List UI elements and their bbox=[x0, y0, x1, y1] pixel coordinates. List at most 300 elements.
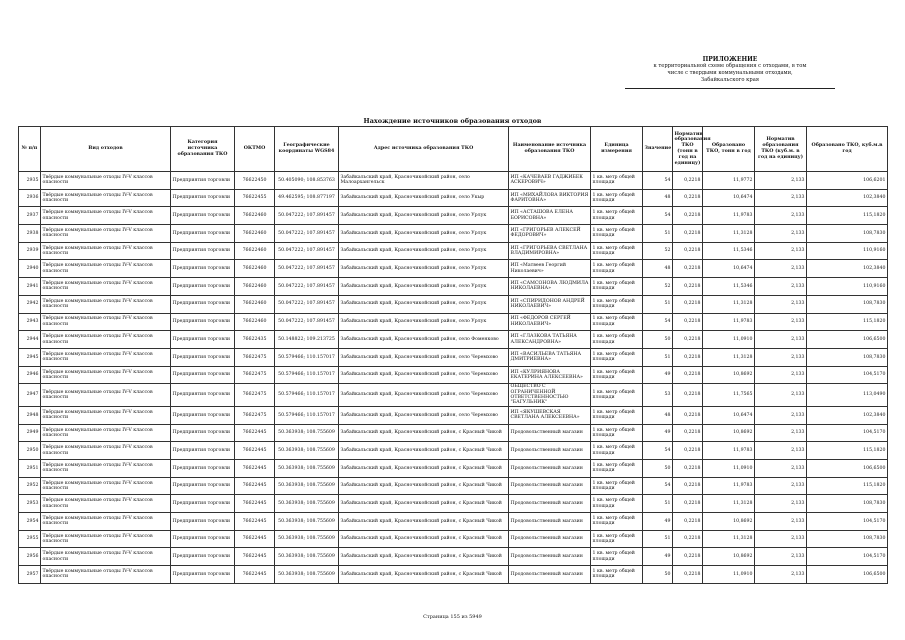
table-row bbox=[19, 242, 888, 260]
table-cell: 0,2218 bbox=[673, 225, 703, 243]
table-cell: Предприятия торговли bbox=[171, 242, 235, 260]
table-cell: Забайкальский край, Красночикойский район, село Урлук bbox=[339, 295, 509, 313]
table-cell: Продовольственный магазин bbox=[509, 530, 591, 548]
table-cell: 2,133 bbox=[755, 495, 807, 513]
table-row bbox=[19, 366, 888, 384]
appendix-block bbox=[625, 56, 835, 89]
table-cell: 2947 bbox=[19, 384, 41, 407]
table-cell: 76622460 bbox=[235, 313, 275, 331]
table-cell: ИП «ГРИГОРЬЕВА СВЕТЛАНА ВЛАДИМИРОВНА» bbox=[509, 242, 591, 260]
table-cell: 108,7830 bbox=[807, 295, 888, 313]
table-cell: Продовольственный магазин bbox=[509, 424, 591, 442]
table-cell: ИП «Матвеев Георгий Николаевич» bbox=[509, 260, 591, 278]
table-cell: 0,2218 bbox=[673, 530, 703, 548]
table-cell: Забайкальский край, Красночикойский район, с Красный Чикой bbox=[339, 513, 509, 531]
table-cell: Твёрдые коммунальные отходы IV-V классов опасности bbox=[41, 172, 171, 190]
table-cell: 76622460 bbox=[235, 207, 275, 225]
table-cell: 11,5346 bbox=[703, 242, 755, 260]
table-cell: Твёрдые коммунальные отходы IV-V классов опасности bbox=[41, 189, 171, 207]
table-cell: 1 кв. метр общей площади bbox=[591, 189, 643, 207]
table-cell: 2950 bbox=[19, 442, 41, 460]
table-cell: 48 bbox=[643, 189, 673, 207]
table-cell: 2,133 bbox=[755, 513, 807, 531]
table-cell: 0,2218 bbox=[673, 278, 703, 296]
table-cell: Забайкальский край, Красночикойский район, с Красный Чикой bbox=[339, 424, 509, 442]
table-cell: Предприятия торговли bbox=[171, 495, 235, 513]
table-cell: 108,7830 bbox=[807, 495, 888, 513]
table-cell: 106,6500 bbox=[807, 459, 888, 477]
table-cell: 11,9783 bbox=[703, 207, 755, 225]
table-row bbox=[19, 313, 888, 331]
table-cell: 108,7830 bbox=[807, 225, 888, 243]
table-cell: 50.579466; 110.157017 bbox=[275, 348, 339, 366]
table-cell: 1 кв. метр общей площади bbox=[591, 513, 643, 531]
table-cell: Твёрдые коммунальные отходы IV-V классов опасности bbox=[41, 513, 171, 531]
table-cell: Твёрдые коммунальные отходы IV-V классов опасности bbox=[41, 424, 171, 442]
table-cell: 2942 bbox=[19, 295, 41, 313]
table-cell: 76622445 bbox=[235, 513, 275, 531]
table-cell: Продовольственный магазин bbox=[509, 566, 591, 584]
table-cell: Предприятия торговли bbox=[171, 442, 235, 460]
table-cell: 113,0490 bbox=[807, 384, 888, 407]
table-cell: 0,2218 bbox=[673, 477, 703, 495]
table-cell: Забайкальский край, Красночикойский район, село Урлук bbox=[339, 225, 509, 243]
table-cell: 1 кв. метр общей площади bbox=[591, 278, 643, 296]
table-cell: 76622475 bbox=[235, 348, 275, 366]
table-cell: 0,2218 bbox=[673, 242, 703, 260]
table-cell: Твёрдые коммунальные отходы IV-V классов опасности bbox=[41, 566, 171, 584]
table-cell: Предприятия торговли bbox=[171, 172, 235, 190]
table-cell: 1 кв. метр общей площади bbox=[591, 207, 643, 225]
table-row bbox=[19, 406, 888, 424]
table-cell: 0,2218 bbox=[673, 207, 703, 225]
table-cell: Твёрдые коммунальные отходы IV-V классов опасности bbox=[41, 207, 171, 225]
table-cell: 50.363938; 108.755609 bbox=[275, 513, 339, 531]
table-cell: 11,5346 bbox=[703, 278, 755, 296]
table-cell: 106,6201 bbox=[807, 172, 888, 190]
table-cell: 2941 bbox=[19, 278, 41, 296]
table-cell: 50.047222; 107.891457 bbox=[275, 278, 339, 296]
table-cell: 50.405090; 108.853763 bbox=[275, 172, 339, 190]
table-cell: 49 bbox=[643, 548, 673, 566]
table-cell: 2,133 bbox=[755, 348, 807, 366]
table-cell: 2,133 bbox=[755, 530, 807, 548]
table-cell: 2957 bbox=[19, 566, 41, 584]
table-cell: Предприятия торговли bbox=[171, 278, 235, 296]
table-cell: Предприятия торговли bbox=[171, 406, 235, 424]
table-cell: 10,6474 bbox=[703, 260, 755, 278]
table-cell: 0,2218 bbox=[673, 566, 703, 584]
table-row bbox=[19, 442, 888, 460]
table-cell: 54 bbox=[643, 442, 673, 460]
table-cell: 50.363938; 108.755609 bbox=[275, 530, 339, 548]
table-cell: 1 кв. метр общей площади bbox=[591, 313, 643, 331]
table-cell: 108,7830 bbox=[807, 348, 888, 366]
table-cell: 2,133 bbox=[755, 366, 807, 384]
table-cell: ИП «ВАСИЛЬЕВА ТАТЬЯНА ДМИТРИЕВНА» bbox=[509, 348, 591, 366]
table-cell: ОБЩЕСТВО С ОГРАНИЧЕННОЙ ОТВЕТСТВЕННОСТЬЮ "БАГУЛЬНИК" bbox=[509, 384, 591, 407]
table-cell: 2937 bbox=[19, 207, 41, 225]
table-cell: 51 bbox=[643, 225, 673, 243]
table-cell: 2,133 bbox=[755, 384, 807, 407]
table-cell: 2952 bbox=[19, 477, 41, 495]
table-cell: Предприятия торговли bbox=[171, 459, 235, 477]
table-cell: 2,133 bbox=[755, 260, 807, 278]
table-row bbox=[19, 459, 888, 477]
table-cell: 11,0910 bbox=[703, 459, 755, 477]
table-cell: ИП «САМСОНОВА ЛЮДМИЛА НИКОЛАЕВНА» bbox=[509, 278, 591, 296]
col-header: № п/п bbox=[19, 127, 41, 172]
table-cell: 1 кв. метр общей площади bbox=[591, 477, 643, 495]
table-row bbox=[19, 295, 888, 313]
table-cell: Забайкальский край, Красночикойский район, с Красный Чикой bbox=[339, 566, 509, 584]
table-cell: 76622460 bbox=[235, 225, 275, 243]
table-cell: 11,9783 bbox=[703, 442, 755, 460]
table-cell: 49 bbox=[643, 366, 673, 384]
table-cell: 76622460 bbox=[235, 242, 275, 260]
table-body bbox=[19, 172, 888, 584]
table-cell: 1 кв. метр общей площади bbox=[591, 331, 643, 349]
table-cell: 2943 bbox=[19, 313, 41, 331]
table-cell: 54 bbox=[643, 313, 673, 331]
table-cell: 51 bbox=[643, 530, 673, 548]
table-cell: 2,133 bbox=[755, 566, 807, 584]
table-cell: 10,8692 bbox=[703, 513, 755, 531]
table-cell: 11,9783 bbox=[703, 477, 755, 495]
table-cell: 10,6474 bbox=[703, 406, 755, 424]
table-cell: Забайкальский край, Красночикойский район, с Красный Чикой bbox=[339, 477, 509, 495]
table-cell: Предприятия торговли bbox=[171, 295, 235, 313]
col-header: Значение bbox=[643, 127, 673, 172]
table-cell: 76622435 bbox=[235, 331, 275, 349]
appendix-line: числе с твердыми коммунальными отходами, bbox=[667, 70, 793, 76]
table-cell: 50 bbox=[643, 331, 673, 349]
table-cell: 1 кв. метр общей площади bbox=[591, 295, 643, 313]
table-cell: 11,0910 bbox=[703, 331, 755, 349]
table-cell: 0,2218 bbox=[673, 313, 703, 331]
table-cell: 115,1820 bbox=[807, 207, 888, 225]
table-cell: Забайкальский край, Красночикойский район, с Красный Чикой bbox=[339, 495, 509, 513]
table-cell: 2949 bbox=[19, 424, 41, 442]
table-cell: 0,2218 bbox=[673, 513, 703, 531]
table-cell: 48 bbox=[643, 406, 673, 424]
table-cell: 2,133 bbox=[755, 242, 807, 260]
table-cell: 50.363938; 108.755609 bbox=[275, 424, 339, 442]
table-cell: 49 bbox=[643, 513, 673, 531]
table-cell: 1 кв. метр общей площади bbox=[591, 260, 643, 278]
appendix-line: Забайкальского края bbox=[700, 77, 760, 83]
table-cell: 1 кв. метр общей площади bbox=[591, 406, 643, 424]
table-cell: 2956 bbox=[19, 548, 41, 566]
table-cell: Твёрдые коммунальные отходы IV-V классов опасности bbox=[41, 406, 171, 424]
table-cell: 11,3128 bbox=[703, 225, 755, 243]
table-cell: ИП «ГРИГОРЬЕВ АЛЕКСЕЙ ФЕДОРОВИЧ» bbox=[509, 225, 591, 243]
table-cell: 110,9160 bbox=[807, 278, 888, 296]
table-cell: Предприятия торговли bbox=[171, 348, 235, 366]
table-row bbox=[19, 189, 888, 207]
table-cell: 76622450 bbox=[235, 172, 275, 190]
table-cell: Твёрдые коммунальные отходы IV-V классов опасности bbox=[41, 548, 171, 566]
table-cell: 2,133 bbox=[755, 207, 807, 225]
table-cell: 1 кв. метр общей площади bbox=[591, 442, 643, 460]
table-cell: 76622445 bbox=[235, 477, 275, 495]
table-cell: Твёрдые коммунальные отходы IV-V классов опасности bbox=[41, 442, 171, 460]
table-cell: 50 bbox=[643, 566, 673, 584]
table-cell: 11,3128 bbox=[703, 530, 755, 548]
table-cell: 2938 bbox=[19, 225, 41, 243]
appendix-rule bbox=[625, 88, 835, 89]
table-cell: Твёрдые коммунальные отходы IV-V классов опасности bbox=[41, 225, 171, 243]
table-cell: Забайкальский край, Красночикойский район, село Фоменково bbox=[339, 331, 509, 349]
table-cell: 2,133 bbox=[755, 313, 807, 331]
table-cell: Твёрдые коммунальные отходы IV-V классов опасности bbox=[41, 242, 171, 260]
table-cell: 115,1820 bbox=[807, 313, 888, 331]
table-cell: Твёрдые коммунальные отходы IV-V классов опасности bbox=[41, 459, 171, 477]
table-cell: 0,2218 bbox=[673, 495, 703, 513]
col-header: Географические координаты WGS84 bbox=[275, 127, 339, 172]
table-row bbox=[19, 260, 888, 278]
table-cell: Продовольственный магазин bbox=[509, 513, 591, 531]
table-cell: 54 bbox=[643, 207, 673, 225]
table-cell: 2,133 bbox=[755, 172, 807, 190]
table-cell: 11,0910 bbox=[703, 566, 755, 584]
table-cell: 76622460 bbox=[235, 295, 275, 313]
table-cell: Твёрдые коммунальные отходы IV-V классов опасности bbox=[41, 295, 171, 313]
table-cell: 10,8692 bbox=[703, 548, 755, 566]
table-cell: Предприятия торговли bbox=[171, 366, 235, 384]
table-cell: 2,133 bbox=[755, 548, 807, 566]
table-cell: Твёрдые коммунальные отходы IV-V классов опасности bbox=[41, 348, 171, 366]
table-cell: Твёрдые коммунальные отходы IV-V классов опасности bbox=[41, 313, 171, 331]
col-header: Образовано ТКО, куб.м.в год bbox=[807, 127, 888, 172]
col-header: Норматив образования ТКО (куб.м. в год на единицу) bbox=[755, 127, 807, 172]
table-cell: 76622445 bbox=[235, 424, 275, 442]
table-cell: Предприятия торговли bbox=[171, 530, 235, 548]
table-row bbox=[19, 530, 888, 548]
table-cell: 102,3840 bbox=[807, 406, 888, 424]
table-cell: Продовольственный магазин bbox=[509, 495, 591, 513]
table-cell: 50.047222; 107.891457 bbox=[275, 225, 339, 243]
table-cell: 110,9160 bbox=[807, 242, 888, 260]
table-cell: Предприятия торговли bbox=[171, 189, 235, 207]
table-cell: 50.363938; 108.755609 bbox=[275, 566, 339, 584]
table-cell: 2,133 bbox=[755, 424, 807, 442]
table-cell: 50.047222; 107.891457 bbox=[275, 295, 339, 313]
table-cell: 1 кв. метр общей площади bbox=[591, 530, 643, 548]
table-cell: 2944 bbox=[19, 331, 41, 349]
table-cell: 50.363938; 108.755609 bbox=[275, 548, 339, 566]
table-cell: 1 кв. метр общей площади bbox=[591, 459, 643, 477]
table-cell: ИП «КУЛРИЯНОВА ЕКАТЕРИНА АЛЕКСЕЕВНА» bbox=[509, 366, 591, 384]
table-cell: 76622445 bbox=[235, 548, 275, 566]
table-cell: Твёрдые коммунальные отходы IV-V классов опасности bbox=[41, 260, 171, 278]
table-cell: 2954 bbox=[19, 513, 41, 531]
appendix-line: к территориальной схеме обращения с отходами, в том bbox=[653, 63, 807, 69]
col-header: Адрес источника образования ТКО bbox=[339, 127, 509, 172]
table-cell: Предприятия торговли bbox=[171, 331, 235, 349]
table-cell: 2940 bbox=[19, 260, 41, 278]
table-cell: 1 кв. метр общей площади bbox=[591, 172, 643, 190]
table-cell: ИП «ФЕДОРОВ СЕРГЕЙ НИКОЛАЕВИЧ» bbox=[509, 313, 591, 331]
table-cell: Забайкальский край, Красночикойский район, село Черемхово bbox=[339, 348, 509, 366]
table-cell: ИП «МИХАЙЛОВА ВИКТОРИЯ ФАРИТОВНА» bbox=[509, 189, 591, 207]
table-cell: 1 кв. метр общей площади bbox=[591, 348, 643, 366]
table-cell: Твёрдые коммунальные отходы IV-V классов опасности bbox=[41, 530, 171, 548]
table-cell: 2,133 bbox=[755, 225, 807, 243]
table-cell: ИП «ГЛАЗКОВА ТАТЬЯНА АЛЕКСАНДРОВНА» bbox=[509, 331, 591, 349]
table-cell: Забайкальский край, Красночикойский район, с Красный Чикой bbox=[339, 530, 509, 548]
table-cell: 51 bbox=[643, 348, 673, 366]
table-cell: 2948 bbox=[19, 406, 41, 424]
table-cell: 10,6474 bbox=[703, 189, 755, 207]
table-cell: ИП «СПИРИДОНОВ АНДРЕЙ НИКОЛАЕВИЧ» bbox=[509, 295, 591, 313]
table-cell: 53 bbox=[643, 384, 673, 407]
table-cell: 76622475 bbox=[235, 384, 275, 407]
table-cell: Забайкальский край, Красночикойский район, село Черемхово bbox=[339, 406, 509, 424]
table-cell: Твёрдые коммунальные отходы IV-V классов опасности bbox=[41, 331, 171, 349]
table-cell: 76622445 bbox=[235, 459, 275, 477]
table-row bbox=[19, 225, 888, 243]
table-cell: 2,133 bbox=[755, 477, 807, 495]
table-cell: Забайкальский край, Красночикойский район, село Черемхово bbox=[339, 366, 509, 384]
table-cell: 50.148822; 109.213725 bbox=[275, 331, 339, 349]
table-cell: 11,7565 bbox=[703, 384, 755, 407]
table-cell: 106,6500 bbox=[807, 331, 888, 349]
table-cell: 48 bbox=[643, 260, 673, 278]
table-cell: Твёрдые коммунальные отходы IV-V классов опасности bbox=[41, 477, 171, 495]
page-counter: Страница 155 из 5949 bbox=[423, 614, 482, 620]
table-cell: 76622460 bbox=[235, 278, 275, 296]
table-cell: 2953 bbox=[19, 495, 41, 513]
table-cell: 1 кв. метр общей площади bbox=[591, 366, 643, 384]
table-cell: 2,133 bbox=[755, 406, 807, 424]
table-cell: 108,7830 bbox=[807, 530, 888, 548]
col-header: Вид отходов bbox=[41, 127, 171, 172]
table-cell: Забайкальский край, Красночикойский район, с Красный Чикой bbox=[339, 459, 509, 477]
table-cell: 2,133 bbox=[755, 442, 807, 460]
col-header: Наименование источника образования ТКО bbox=[509, 127, 591, 172]
table-row bbox=[19, 513, 888, 531]
table-cell: 10,8692 bbox=[703, 366, 755, 384]
table-cell: 1 кв. метр общей площади bbox=[591, 566, 643, 584]
table-cell: 50.363938; 108.755609 bbox=[275, 442, 339, 460]
table-row bbox=[19, 331, 888, 349]
table-cell: 50.047222; 107.891457 bbox=[275, 260, 339, 278]
table-cell: 50.579466; 110.157017 bbox=[275, 406, 339, 424]
table-cell: 1 кв. метр общей площади bbox=[591, 384, 643, 407]
table-cell: 104,5170 bbox=[807, 424, 888, 442]
table-row bbox=[19, 207, 888, 225]
table-row bbox=[19, 278, 888, 296]
col-header: Категория источника образования ТКО bbox=[171, 127, 235, 172]
table-row bbox=[19, 548, 888, 566]
table-cell: 52 bbox=[643, 242, 673, 260]
table-cell: Продовольственный магазин bbox=[509, 442, 591, 460]
table-cell: Забайкальский край, Красночикойский район, с Красный Чикой bbox=[339, 442, 509, 460]
table-cell: Продовольственный магазин bbox=[509, 459, 591, 477]
table-cell: 0,2218 bbox=[673, 459, 703, 477]
table-cell: 2951 bbox=[19, 459, 41, 477]
table-cell: 50.363938; 108.755609 bbox=[275, 459, 339, 477]
table-cell: Предприятия торговли bbox=[171, 313, 235, 331]
table-cell: 104,5170 bbox=[807, 513, 888, 531]
table-cell: 50.363938; 108.755609 bbox=[275, 477, 339, 495]
table-cell: 0,2218 bbox=[673, 406, 703, 424]
table-cell: 76622445 bbox=[235, 566, 275, 584]
table-cell: 11,3128 bbox=[703, 348, 755, 366]
table-cell: Предприятия торговли bbox=[171, 424, 235, 442]
table-cell: 2946 bbox=[19, 366, 41, 384]
table-cell: 2,133 bbox=[755, 189, 807, 207]
appendix-heading: ПРИЛОЖЕНИЕ bbox=[702, 56, 758, 63]
table-cell: 0,2218 bbox=[673, 442, 703, 460]
table-cell: Предприятия торговли bbox=[171, 513, 235, 531]
table-cell: 51 bbox=[643, 495, 673, 513]
table-cell: 2,133 bbox=[755, 459, 807, 477]
table-cell: 0,2218 bbox=[673, 172, 703, 190]
table-cell: 2955 bbox=[19, 530, 41, 548]
table-cell: 76622475 bbox=[235, 406, 275, 424]
table-cell: 2935 bbox=[19, 172, 41, 190]
table-cell: 11,9772 bbox=[703, 172, 755, 190]
table-cell: 76622475 bbox=[235, 366, 275, 384]
table-cell: 0,2218 bbox=[673, 331, 703, 349]
table-cell: 102,3840 bbox=[807, 189, 888, 207]
table-cell: Забайкальский край, Красночикойский район, село Укыр bbox=[339, 189, 509, 207]
table-cell: 0,2218 bbox=[673, 348, 703, 366]
table-row bbox=[19, 424, 888, 442]
table-cell: Забайкальский край, Красночикойский район, с Красный Чикой bbox=[339, 548, 509, 566]
table-cell: 2,133 bbox=[755, 278, 807, 296]
table-cell: 54 bbox=[643, 172, 673, 190]
table-cell: 11,3128 bbox=[703, 295, 755, 313]
table-cell: Твёрдые коммунальные отходы IV-V классов опасности bbox=[41, 495, 171, 513]
table-cell: 76622445 bbox=[235, 530, 275, 548]
table-cell: Забайкальский край, Красночикойский район, село Черемхово bbox=[339, 384, 509, 407]
table-cell: 50.047222; 107.891457 bbox=[275, 207, 339, 225]
table-cell: 2,133 bbox=[755, 295, 807, 313]
table-cell: Предприятия торговли bbox=[171, 225, 235, 243]
table-cell: 76622445 bbox=[235, 495, 275, 513]
table-cell: 11,3128 bbox=[703, 495, 755, 513]
table-row bbox=[19, 172, 888, 190]
table-row bbox=[19, 495, 888, 513]
table-cell: 0,2218 bbox=[673, 295, 703, 313]
table-header-row bbox=[19, 127, 888, 172]
table-cell: Забайкальский край, Красночикойский район, село Урлук bbox=[339, 313, 509, 331]
table-cell: 2936 bbox=[19, 189, 41, 207]
table-cell: Забайкальский край, Красночикойский район, село Малоархангельск bbox=[339, 172, 509, 190]
table-cell: 1 кв. метр общей площади bbox=[591, 548, 643, 566]
table-cell: 76622445 bbox=[235, 442, 275, 460]
table-cell: ИП «ЯКУШЕВСКАЯ СВЕТЛАНА АЛЕКСЕЕВНА» bbox=[509, 406, 591, 424]
table-cell: 104,5170 bbox=[807, 548, 888, 566]
sources-table bbox=[18, 126, 888, 584]
table-cell: Твёрдые коммунальные отходы IV-V классов опасности bbox=[41, 384, 171, 407]
table-cell: 2,133 bbox=[755, 331, 807, 349]
table-cell: 54 bbox=[643, 477, 673, 495]
table-cell: 50.579466; 110.157017 bbox=[275, 384, 339, 407]
table-cell: 50.047222; 107.891457 bbox=[275, 242, 339, 260]
table-cell: 1 кв. метр общей площади bbox=[591, 225, 643, 243]
table-cell: 51 bbox=[643, 295, 673, 313]
table-cell: Продовольственный магазин bbox=[509, 548, 591, 566]
table-cell: 0,2218 bbox=[673, 366, 703, 384]
document-title: Нахождение источников образования отходов bbox=[363, 117, 542, 125]
table-row bbox=[19, 384, 888, 407]
table-cell: Предприятия торговли bbox=[171, 384, 235, 407]
table-cell: 104,5170 bbox=[807, 366, 888, 384]
